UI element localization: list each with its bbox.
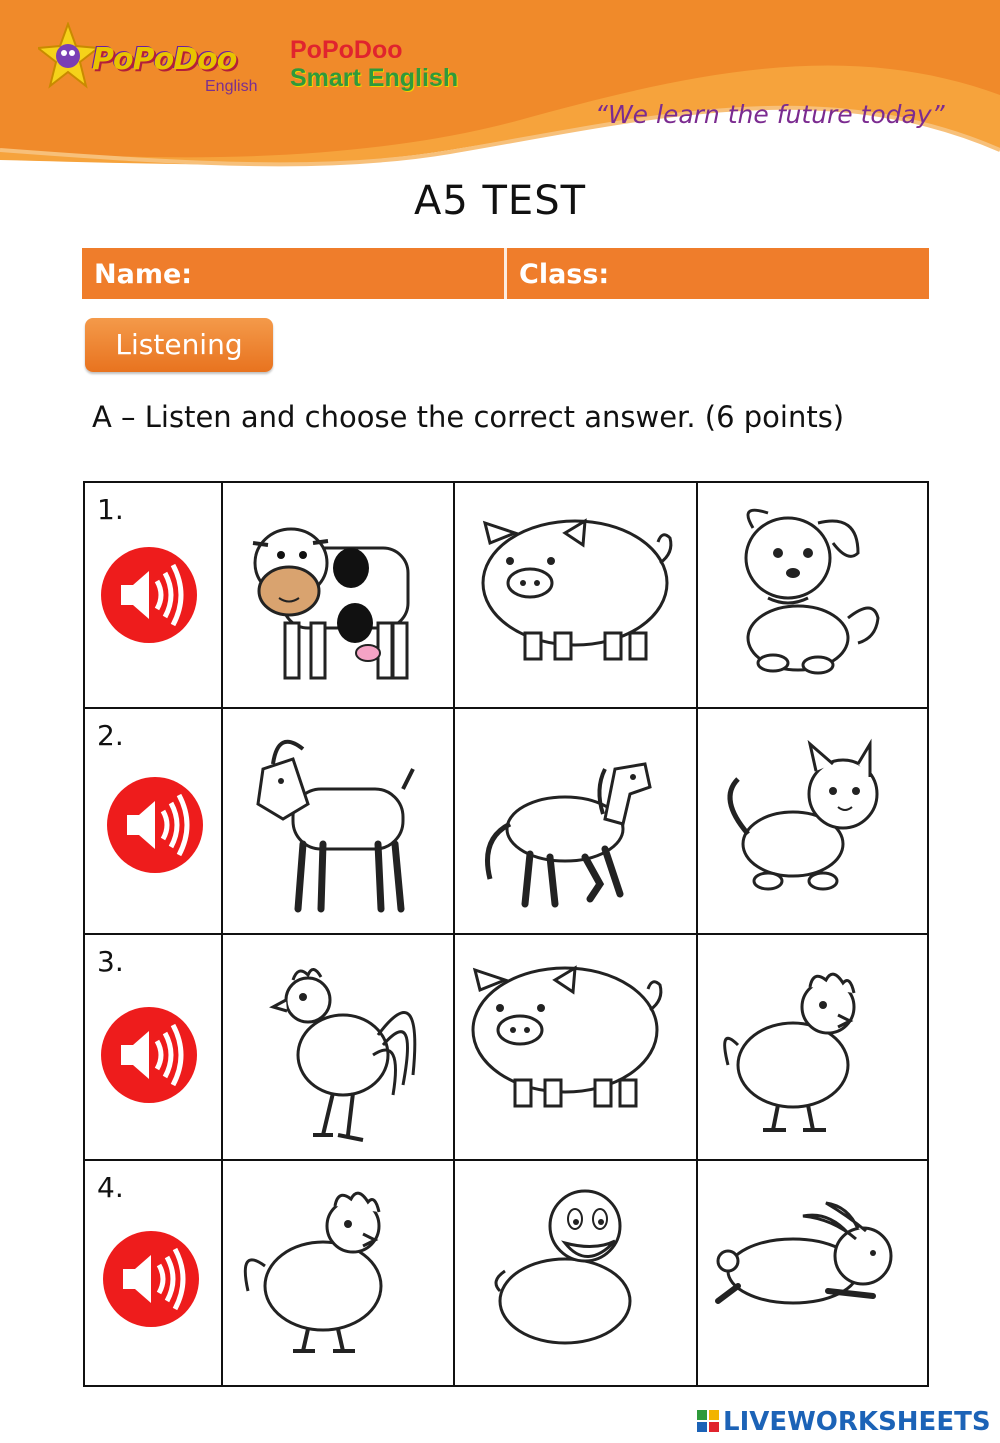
header-banner <box>0 0 1000 190</box>
logo-subtitle: English <box>205 78 258 95</box>
listening-section-button[interactable]: Listening <box>85 318 273 372</box>
answer-option[interactable] <box>454 1160 697 1386</box>
question-row <box>84 482 928 708</box>
answer-option[interactable] <box>222 708 454 934</box>
question-number: 1. <box>97 493 124 526</box>
question-cell <box>84 482 222 708</box>
horse-icon <box>455 709 696 933</box>
question-cell <box>84 934 222 1160</box>
star-mascot-icon <box>38 22 98 92</box>
hen-icon <box>223 1161 453 1385</box>
question-row <box>84 934 928 1160</box>
brand-name <box>290 36 458 92</box>
instruction-text: A – Listen and choose the correct answer. (6 points) <box>92 400 845 434</box>
logo-text: PoPoDoo <box>92 42 237 77</box>
speaker-button[interactable] <box>101 1007 197 1103</box>
pig-icon <box>455 483 696 707</box>
class-label: Class: <box>519 259 610 290</box>
speaker-icon <box>103 1231 199 1327</box>
question-cell <box>84 708 222 934</box>
cow-icon <box>223 483 453 707</box>
footer-brand: LIVEWORKSHEETS <box>723 1407 991 1437</box>
answer-option[interactable] <box>222 934 454 1160</box>
speaker-button[interactable] <box>103 1231 199 1327</box>
answer-option[interactable] <box>454 708 697 934</box>
rooster-icon <box>223 935 453 1159</box>
brand-line-1: PoPoDoo <box>290 36 403 64</box>
question-number: 3. <box>97 945 124 978</box>
answer-option[interactable] <box>222 482 454 708</box>
rabbit-icon <box>698 1161 927 1385</box>
answer-option[interactable] <box>697 708 928 934</box>
answer-option[interactable] <box>222 1160 454 1386</box>
goat-icon <box>223 709 453 933</box>
name-label: Name: <box>94 259 193 290</box>
dog-icon <box>698 483 927 707</box>
question-row <box>84 1160 928 1386</box>
info-divider <box>504 248 507 299</box>
hen-icon <box>698 935 927 1159</box>
speaker-icon <box>107 777 203 873</box>
question-number: 4. <box>97 1171 124 1204</box>
student-info-bar <box>82 248 929 299</box>
answer-option[interactable] <box>454 482 697 708</box>
brand-line-2: Smart English <box>290 64 459 92</box>
speaker-icon <box>101 1007 197 1103</box>
duck-icon <box>455 1161 696 1385</box>
speaker-button[interactable] <box>107 777 203 873</box>
tagline: “We learn the future today” <box>595 100 945 129</box>
answer-option[interactable] <box>697 482 928 708</box>
liveworksheets-icon <box>697 1410 719 1432</box>
pig-icon <box>455 935 696 1159</box>
answer-option[interactable] <box>454 934 697 1160</box>
answer-grid <box>83 481 929 1387</box>
answer-option[interactable] <box>697 1160 928 1386</box>
page-title: A5 TEST <box>413 178 587 224</box>
question-cell <box>84 1160 222 1386</box>
liveworksheets-logo <box>697 1407 991 1437</box>
cat-icon <box>698 709 927 933</box>
question-row <box>84 708 928 934</box>
speaker-icon <box>101 547 197 643</box>
answer-option[interactable] <box>697 934 928 1160</box>
speaker-button[interactable] <box>101 547 197 643</box>
question-number: 2. <box>97 719 124 752</box>
